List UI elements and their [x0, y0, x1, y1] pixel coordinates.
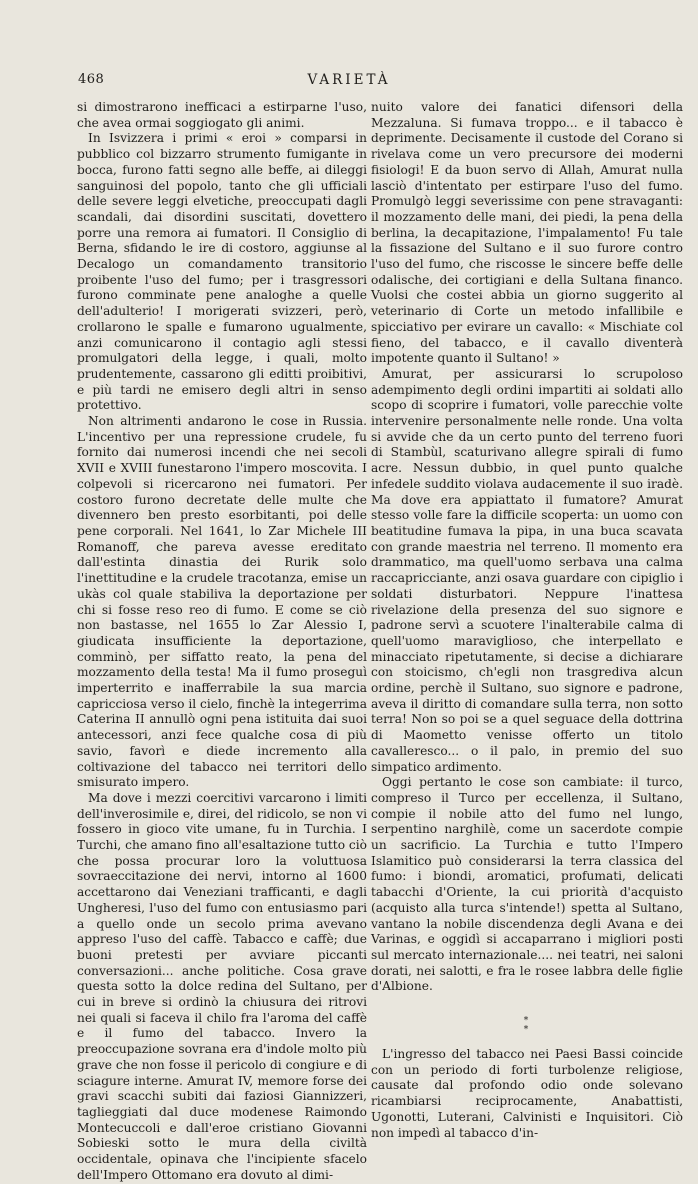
separator-mark: * — [523, 1025, 531, 1036]
running-title: VARIETÀ — [307, 72, 391, 88]
paragraph: Amurat, per assicurarsi lo scrupoloso adempimento degli ordini impartiti ai soldati allo scopo di scoprire i fumatori, volle parecchie volte intervenire personalmente nelle ronde. Una volta si avvide che da un certo punto del terreno fuori di Stambùl, scaturivano allegre spirali di fumo acre. Nessun dubbio, in quel punto qualche infedele suddito violava audacemente il suo iradè. Ma dove era appiattato il fumatore? Amurat stesso volle fare la difficile scoperta: un uomo con beatitudine fumava la pipa, in una buca scavata con grande maestria nel terreno. Il momento era drammatico, ma quell'uomo serbava una calma raccapricciante, anzi osava guardare con cipiglio i soldati disturbatori. Neppure l'inattesa rivelazione della presenza del suo signore e padrone servì a scuotere l'inalterabile calma di quell'uomo maraviglioso, che interpellato e minacciato ripetutamente, si decise a dichiarare con stoicismo, ch'egli non trasgrediva alcun ordine, perchè il Sultano, suo signore e padrone, aveva il diritto di comandare sulla terra, non sotto terra! Non so poi se a quel seguace della dottrina di Maometto venisse offerto un titolo cavalleresco... o il palo, in premio del suo simpatico ardimento. — [371, 366, 683, 774]
paragraph: si dimostrarono inefficaci a estirparne l'uso, che avea ormai soggiogato gli animi. — [77, 100, 367, 130]
page-number: 468 — [78, 72, 105, 87]
paragraph: Ma dove i mezzi coercitivi varcarono i limiti dell'inverosimile e, direi, del ridicolo, se non vi fossero in gioco vite umane, fu in Turchia. I Turchi, che amano fino all'esaltazione tutto ciò che possa procurar loro la voluttuosa sovraeccitazione dei nervi, intorno al 1600 accettarono dai Veneziani trafficanti, e dagli Ungheresi, l'uso del fumo con entusiasmo pari a quello onde un secolo prima avevano appreso l'uso del caffè. Tabacco e caffè; due buoni pretesti per avviare piccanti conversazioni... anche politiche. Cosa grave questa sotto la dolce redina del Sultano, per cui in breve si ordinò la chiusura dei ritrovi nei quali si faceva il chilo fra l'aroma del caffè e il fumo del tabacco. Invero la preoccupazione sovrana era d'indole molto più grave che non fosse il pericolo di congiure e di sciagure interne. Amurat IV, memore forse dei gravi scacchi subiti dai faziosi Giannizzeri, taglieggiati dal duce modenese Raimondo Montecuccoli e dall'eroe cristiano Giovanni Sobieski sotto le mura della civiltà occidentale, opinava che l'incipiente sfacelo dell'Impero Ottomano era dovuto al dimi- — [77, 790, 367, 1182]
paragraph: In Isvizzera i primi « eroi » comparsi in pubblico col bizzarro strumento fumigante in bocca, furono fatti segno alle beffe, ai dileggi sanguinosi del popolo, tanto che gli ufficiali delle severe leggi elvetiche, preoccupati dagli scandali, dai disordini suscitati, dovettero porre una remora ai fumatori. Il Consiglio di Berna, sfidando le ire di costoro, aggiunse al Decalogo un comandamento transitorio proibente l'uso del fumo; per i trasgressori furono comminate pene analoghe a quelle dell'adulterio! I morigerati svizzeri, però, crollarono le spalle e fumarono ugualmente, anzi comunicarono il contagio agli stessi promulgatori della legge, i quali, molto prudentemente, cassarono gli editti proibitivi, e più tardi ne emisero degli altri in senso protettivo. — [77, 131, 367, 413]
separator-mark: * — [523, 1016, 531, 1027]
left-column — [77, 100, 367, 1184]
paragraph: Oggi pertanto le cose son cambiate: il turco, compreso il Turco per eccellenza, il Sultano, compie il nobile atto del fumo nel lungo, serpentino narghilè, come un sacerdote compie un sacrificio. La Turchia e tutto l'Impero Islamitico può considerarsi la terra classica del fumo: i biondi, aromatici, profumati, delicati tabacchi d'Oriente, la cui priorità d'acquisto (acquisto alla turca s'intende!) spetta al Sultano, vantano la nobile discendenza degli Avana e dei Varinas, e oggidì si accaparrano i migliori posti sul mercato internazionale.... nei teatri, nei saloni dorati, nei salotti, e fra le rosee labbra delle figlie d'Albione. — [371, 775, 683, 994]
paragraph: L'ingresso del tabacco nei Paesi Bassi coincide con un periodo di forti turbolenze religiose, causate dal profondo odio onde solevano ricambiarsi reciprocamente, Anabattisti, Ugonotti, Luterani, Calvinisti e Inquisitori. Ciò non impedì al tabacco d'in- — [371, 1047, 683, 1140]
section-separator — [371, 1017, 683, 1035]
paragraph: Non altrimenti andarono le cose in Russia. L'incentivo per una repressione crudele, fu fornito dai numerosi incendi che nei secoli XVII e XVIII funestarono l'impero moscovita. I colpevoli si ricercarono nei fumatori. Per costoro furono decretate delle multe che divennero ben presto esorbitanti, poi delle pene corporali. Nel 1641, lo Zar Michele III Romanoff, che pareva avesse ereditato dall'estinta dinastia dei Rurik solo l'inettitudine e la crudele tracotanza, emise un ukàs col quale stabiliva la deportazione per chi si fosse reso reo di fumo. E come se ciò non bastasse, nel 1655 lo Zar Alessio I, giudicata insufficiente la deportazione, comminò, per siffatto reato, la pena del mozzamento della testa! Ma il fumo proseguì imperterrito e inafferrabile la sua marcia capricciosa verso il cielo, finchè la integerrima Caterina II annullò ogni pena istituita dai suoi antecessori, anzi fece qualche cosa di più savio, favorì e diede incremento alla coltivazione del tabacco nei territori dello smisurato impero. — [77, 414, 367, 790]
paragraph: nuito valore dei fanatici difensori della Mezzaluna. Si fumava troppo... e il tabacco è deprimente. Decisamente il custode del Corano si rivelava come un vero precursore dei moderni fisiologi! E da buon servo di Allah, Amurat nulla lasciò d'intentato per estirpare l'uso del fumo. Promulgò leggi severissime con pene stravaganti: il mozzamento delle mani, dei piedi, la pena della berlina, la decapitazione, l'impalamento! Fu tale la fissazione del Sultano e il suo furore contro l'uso del fumo, che riscosse le sincere beffe delle odalische, dei cortigiani e della Sultana financo. Vuolsi che costei abbia un giorno suggerito al veterinario di Corte un metodo infallibile e spicciativo per evirare un cavallo: « Mischiate col fieno, del tabacco, e il cavallo diventerà impotente quanto il Sultano! » — [371, 100, 683, 366]
right-column — [371, 100, 683, 1141]
